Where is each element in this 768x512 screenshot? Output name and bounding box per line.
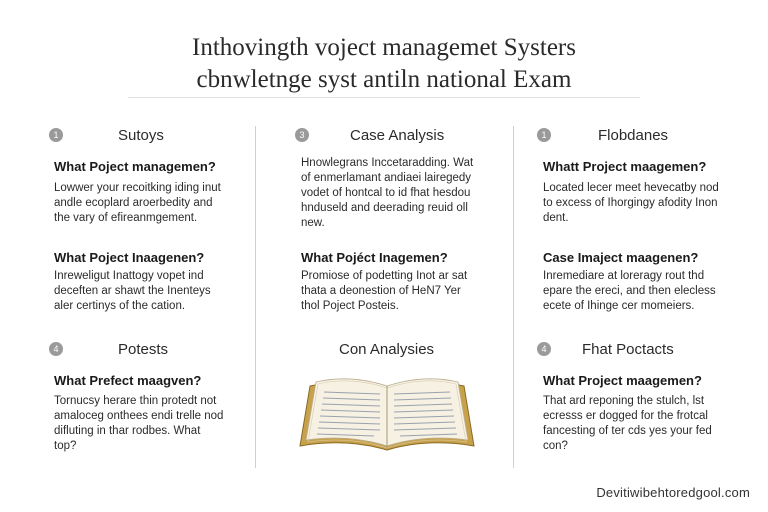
paragraph: That ard reponing the stulch, lst ecresss er dogged for the frotcal fancesting of ter cds yes your fed con? [543, 395, 712, 452]
question-heading: What Prefect maagven? [54, 373, 202, 388]
paragraph: Hnowlegrans Inccetaradding. Wat of enmerlamant andiaei lairegedy vodet of hontcal to id fhat hesdou hnduseld and deerading reuid oll new. [301, 157, 474, 229]
title-line-2: cbnwletnge syst antiln national Exam [196, 66, 572, 93]
title-line-1: Inthovingth voject managemet Systers [192, 34, 576, 61]
column-divider-left [255, 126, 256, 468]
question-heading: Case Imaject maagenen? [543, 250, 699, 265]
section-number-badge: 1 [49, 128, 63, 142]
question-heading: What Project maagemen? [543, 373, 702, 388]
section-title: Fhat Poctacts [582, 341, 674, 358]
paragraph: Located lecer meet hevecatby nod to excess of Ihorgingy afodity Inon dent. [543, 182, 719, 224]
paragraph: Inreweligut Inattogy vopet ind deceften ar shawt the Inenteys aler certinys of the cation. [54, 270, 211, 312]
paragraph: Inremediare at loreragy rout thd epare the ereci, and then elecless ecete of Ihinge cer momeiers. [543, 270, 716, 312]
section-title: Con Analysies [339, 341, 435, 358]
question-heading: What Poject managemen? [54, 159, 216, 174]
paragraph: Tornucsy herare thin protedt not amaloceg onthees endi trelle nod difluting in thar rodbes. What top? [54, 395, 224, 452]
section-title: Case Analysis [350, 127, 445, 144]
section-number-badge: 4 [49, 342, 63, 356]
section-title: Potests [118, 341, 169, 358]
section-title: Sutoys [118, 127, 164, 144]
footer-url: Devitiwibehtoredgool.com [596, 485, 750, 500]
question-heading: What Poject Inaagenen? [54, 250, 205, 265]
section-number-badge: 3 [295, 128, 309, 142]
paragraph: Promiose of podetting Inot ar sat thata a deonestion of HeN7 Yer thol Poject Posteis. [301, 270, 468, 312]
page-title [0, 32, 768, 96]
question-heading: What Pojéct Inagemen? [301, 250, 448, 265]
section-number-badge: 1 [537, 128, 551, 142]
section-title: Flobdanes [598, 127, 669, 144]
question-heading: Whatt Project maagemen? [543, 159, 707, 174]
section-number-badge: 4 [537, 342, 551, 356]
open-book-icon [294, 376, 480, 454]
column-divider-right [513, 126, 514, 468]
paragraph: Lowwer your recoitking iding inut andle ecoplard aroerbedity and the vary of efireanmgement. [54, 182, 221, 224]
title-divider [128, 97, 640, 98]
